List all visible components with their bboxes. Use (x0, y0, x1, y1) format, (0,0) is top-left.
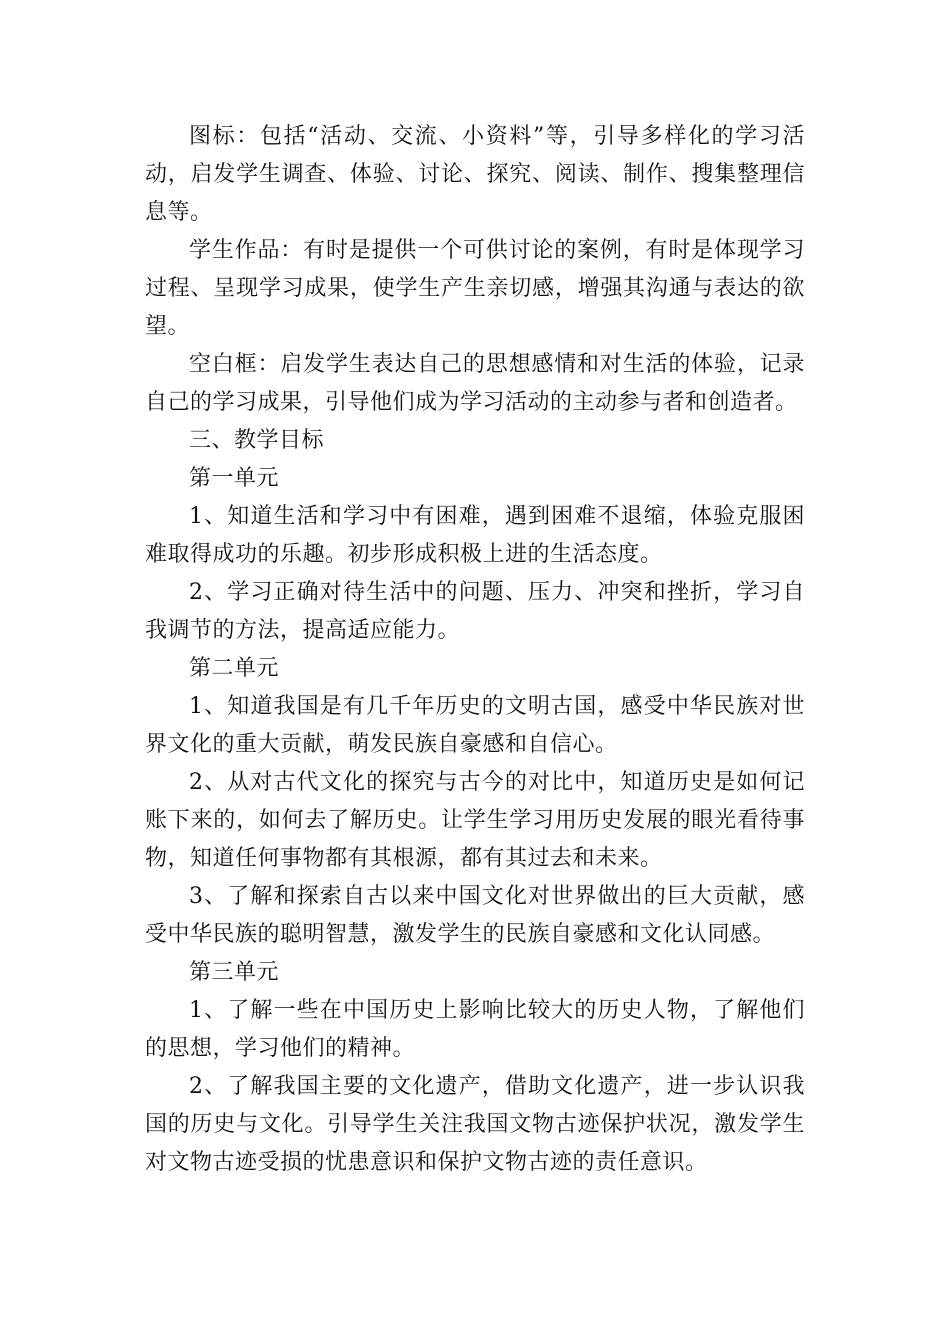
unit-1-item-1: 1、知道生活和学习中有困难，遇到困难不退缩，体验克服困难取得成功的乐趣。初步形成积极上进的生活态度。 (145, 504, 805, 567)
unit-3-title: 第三单元 (189, 960, 280, 985)
unit-3-item-2: 2、了解我国主要的文化遗产，借助文化遗产，进一步认识我国的历史与文化。引导学生关注我国文物古迹保护状况，激发学生对文物古迹受损的忧患意识和保护文物古迹的责任意识。 (145, 1074, 805, 1175)
unit-1-title: 第一单元 (189, 466, 280, 491)
paragraph-student-works: 学生作品：有时是提供一个可供讨论的案例，有时是体现学习过程、呈现学习成果，使学生产生亲切感，增强其沟通与表达的欲望。 (145, 238, 805, 339)
unit-3-item-1: 1、了解一些在中国历史上影响比较大的历史人物，了解他们的思想，学习他们的精神。 (145, 998, 805, 1061)
unit-2-item-3: 3、了解和探索自古以来中国文化对世界做出的巨大贡献，感受中华民族的聪明智慧，激发学生的民族自豪感和文化认同感。 (145, 884, 805, 947)
paragraph-icons: 图标：包括“活动、交流、小资料”等，引导多样化的学习活动，启发学生调查、体验、讨论、探究、阅读、制作、搜集整理信息等。 (145, 124, 805, 225)
unit-2-item-2: 2、从对古代文化的探究与古今的对比中，知道历史是如何记账下来的，如何去了解历史。让学生学习用历史发展的眼光看待事物，知道任何事物都有其根源，都有其过去和未来。 (145, 770, 805, 871)
document-page (145, 118, 805, 1182)
unit-2-title: 第二单元 (189, 656, 280, 681)
unit-1-item-2: 2、学习正确对待生活中的问题、压力、冲突和挫折，学习自我调节的方法，提高适应能力。 (145, 580, 805, 643)
paragraph-blank-box: 空白框：启发学生表达自己的思想感情和对生活的体验，记录自己的学习成果，引导他们成为学习活动的主动参与者和创造者。 (145, 352, 805, 415)
unit-2-item-1: 1、知道我国是有几千年历史的文明古国，感受中华民族对世界文化的重大贡献，萌发民族自豪感和自信心。 (145, 694, 805, 757)
section-heading: 三、教学目标 (189, 428, 325, 453)
